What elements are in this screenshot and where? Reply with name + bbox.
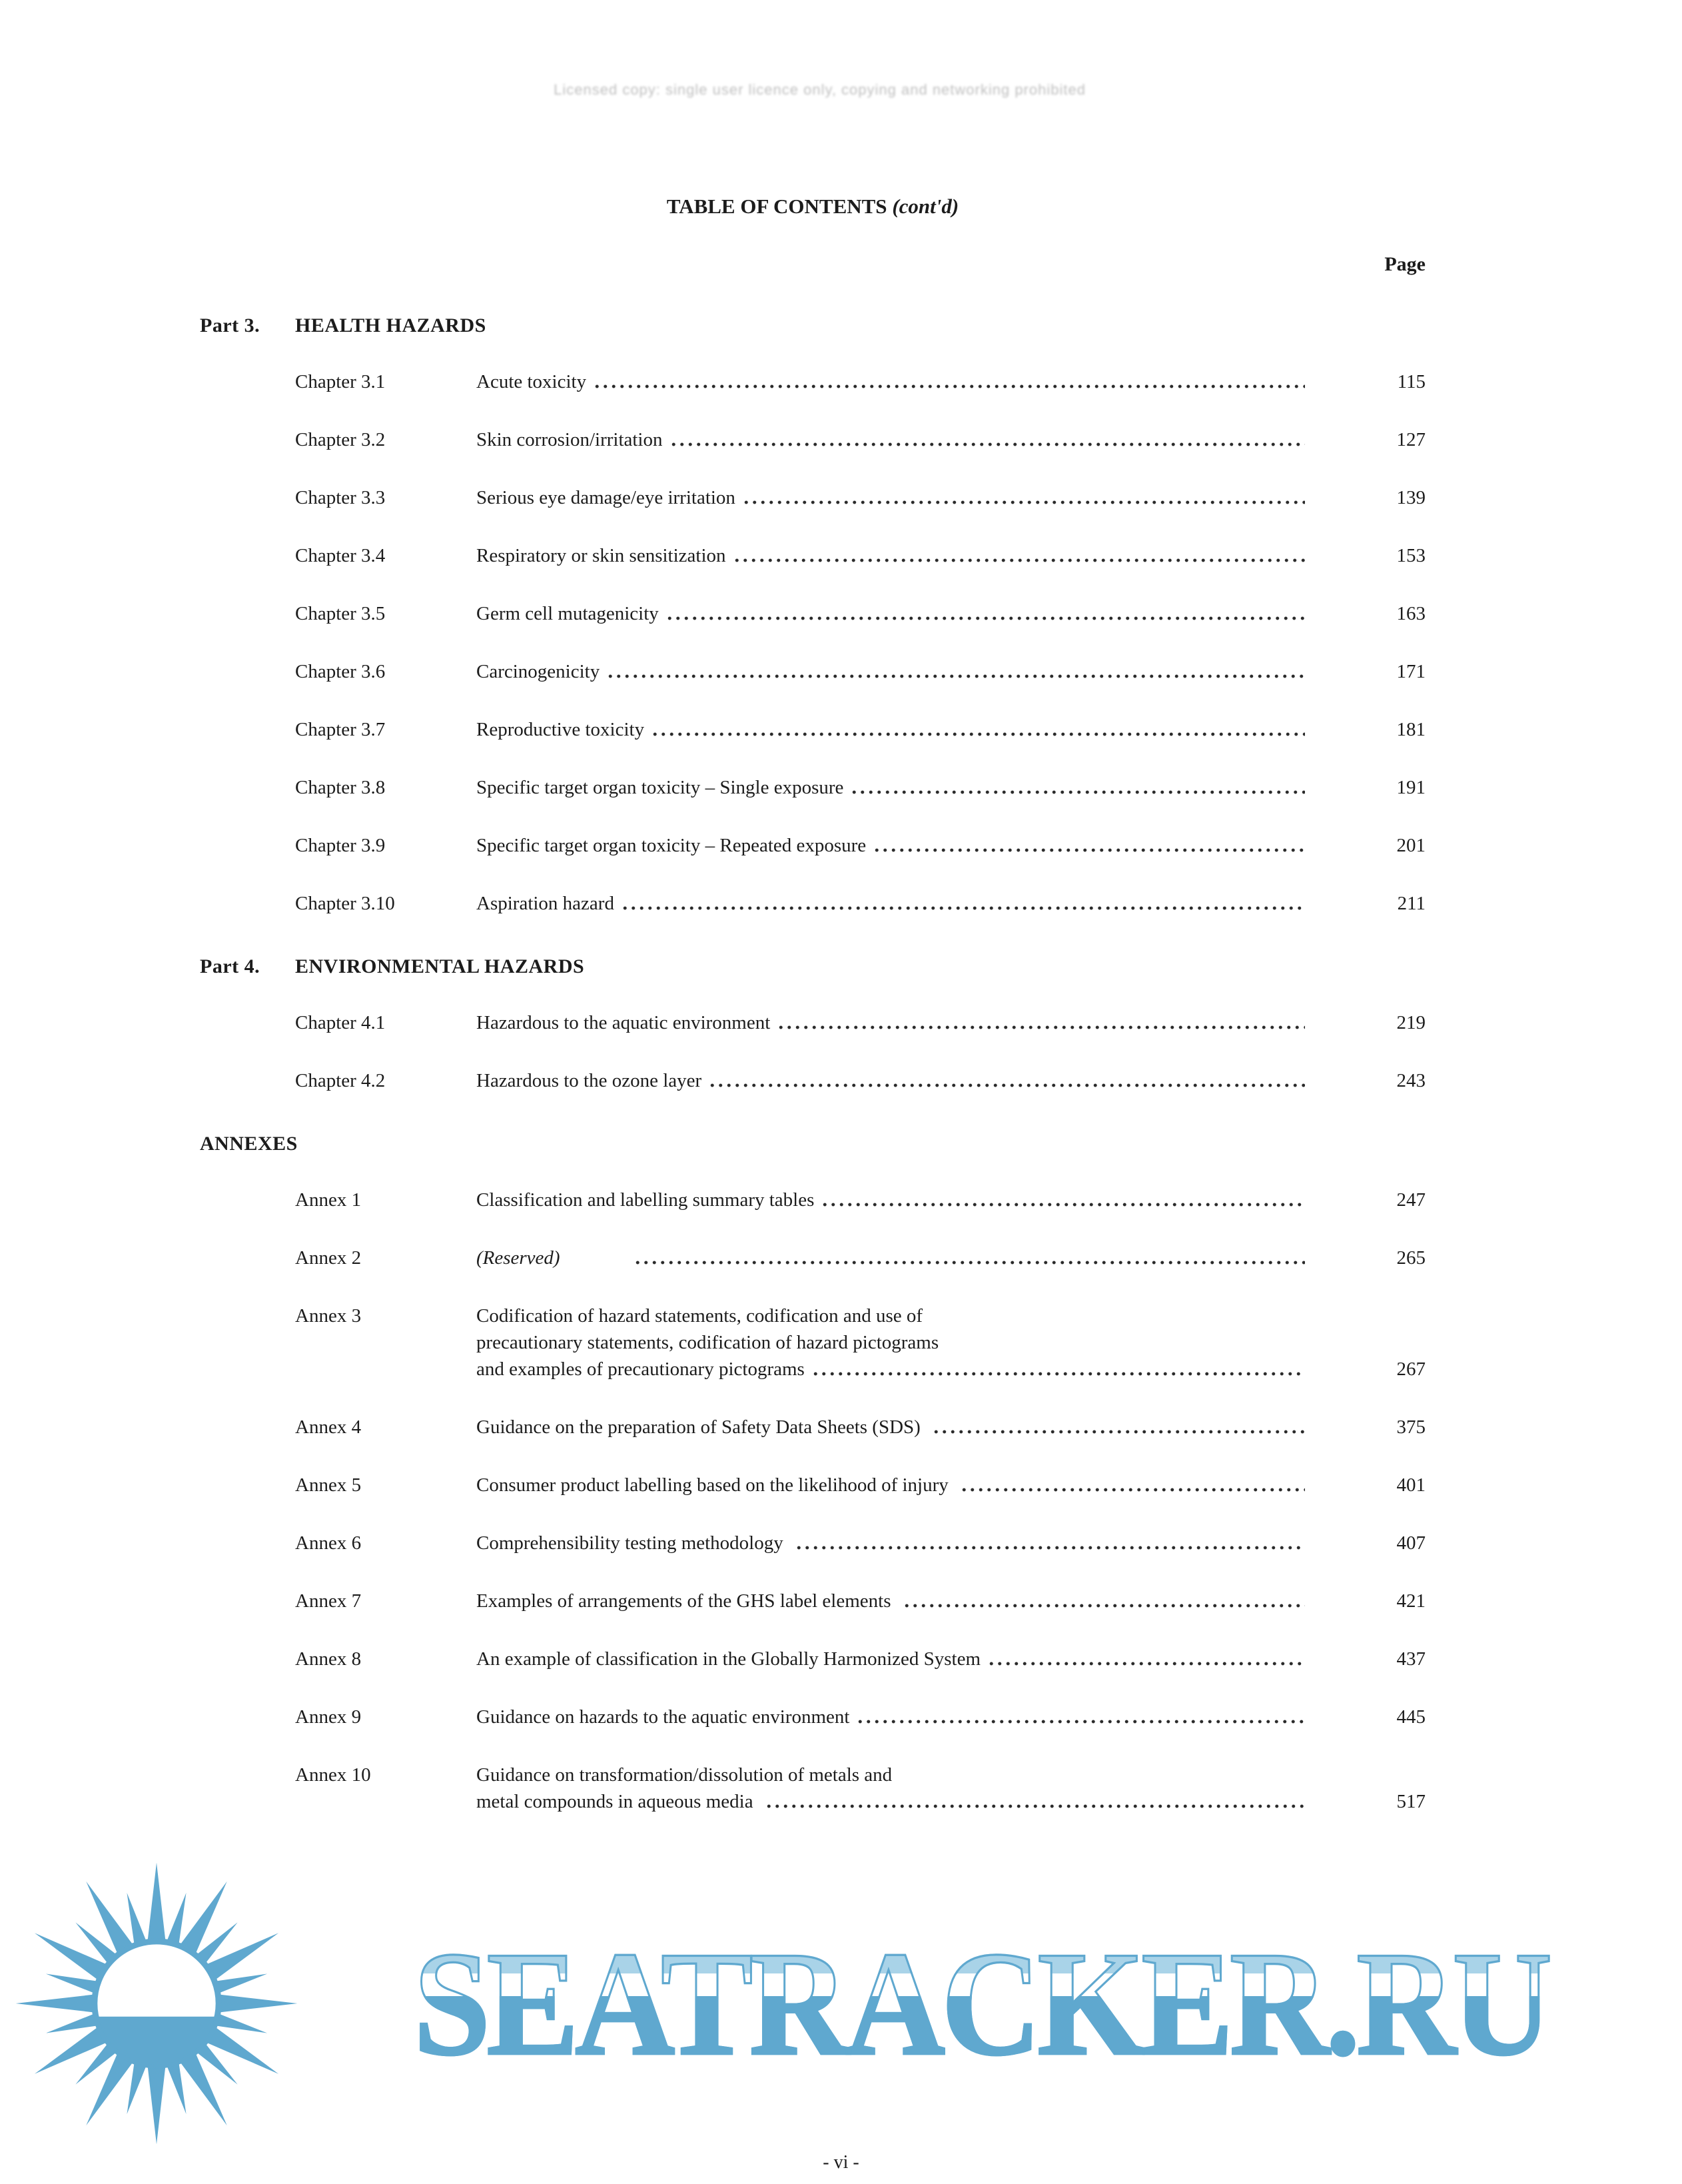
site-watermark <box>13 1860 1669 2147</box>
dot-leader <box>669 440 1306 448</box>
toc-entry <box>200 1530 1426 1556</box>
toc-entry-page: 517 <box>1396 1791 1426 1812</box>
toc-entry <box>200 426 1426 453</box>
toc-entry-body <box>476 368 1309 395</box>
toc-entry-title: Guidance on hazards to the aquatic environment <box>476 1706 850 1728</box>
toc-entry-body <box>476 716 1309 743</box>
dot-leader <box>873 846 1305 854</box>
dot-leader <box>606 672 1305 680</box>
toc-entry-label: Chapter 3.5 <box>295 603 386 624</box>
section-heading-text: HEALTH HAZARDS <box>295 314 486 336</box>
toc-page-content <box>200 0 1426 1815</box>
toc-entry-title: Hazardous to the ozone layer <box>476 1070 702 1091</box>
toc-entry-body <box>476 1472 1309 1498</box>
dot-leader <box>633 1259 1305 1267</box>
toc-entry-body <box>476 1530 1309 1556</box>
toc-entry-label: Annex 8 <box>295 1648 362 1670</box>
toc-entry-page: 445 <box>1396 1706 1426 1728</box>
toc-entry-title: and examples of precautionary pictograms <box>476 1359 805 1380</box>
toc-entry-page: 265 <box>1396 1247 1426 1269</box>
toc-entry-page: 181 <box>1396 719 1426 740</box>
toc-entry <box>200 1187 1426 1213</box>
page-title-suffix: (cont'd) <box>892 195 959 218</box>
dot-leader <box>651 730 1305 738</box>
toc-entry-title: Hazardous to the aquatic environment <box>476 1012 771 1033</box>
dot-leader <box>987 1660 1305 1668</box>
toc-entry-label: Chapter 3.4 <box>295 545 386 566</box>
toc-entry-body <box>476 890 1309 917</box>
toc-entry-page: 153 <box>1396 545 1426 566</box>
toc-entry-title: Respiratory or skin sensitization <box>476 545 726 566</box>
toc-entry-title: (Reserved) <box>476 1247 560 1269</box>
toc-entry-label: Annex 6 <box>295 1532 362 1554</box>
toc-entry-body <box>476 1009 1309 1036</box>
toc-entry-label: Annex 4 <box>295 1416 362 1438</box>
toc-entry <box>200 1472 1426 1498</box>
toc-entry-page: 201 <box>1396 835 1426 856</box>
dot-leader <box>708 1081 1305 1089</box>
toc-entry-title: Comprehensibility testing methodology <box>476 1532 788 1554</box>
toc-entry-page: 375 <box>1396 1416 1426 1438</box>
section-heading-prefix: Part 4. <box>200 955 260 977</box>
toc-entry-title: Acute toxicity <box>476 371 587 392</box>
toc-entry-page: 407 <box>1396 1532 1426 1554</box>
toc-entry-page: 219 <box>1396 1012 1426 1033</box>
toc-entry-title: An example of classification in the Globally Harmonized System <box>476 1648 981 1670</box>
toc-entry-label: Chapter 3.3 <box>295 487 386 508</box>
dot-leader <box>621 904 1305 912</box>
dot-leader <box>742 498 1305 506</box>
page-title <box>200 195 1426 219</box>
toc-entry <box>200 1588 1426 1614</box>
toc-entry-title: Guidance on transformation/dissolution of metals and <box>476 1764 893 1786</box>
dot-leader <box>665 614 1305 622</box>
page-column-header: Page <box>1384 253 1426 275</box>
toc-entry-title: precautionary statements, codification of hazard pictograms <box>476 1332 939 1353</box>
toc-entry-label: Chapter 4.2 <box>295 1070 386 1091</box>
dot-leader <box>765 1802 1305 1810</box>
toc-entry <box>200 890 1426 917</box>
toc-entry-page: 243 <box>1396 1070 1426 1091</box>
toc-entry-page: 191 <box>1396 777 1426 798</box>
toc-entry-body <box>476 600 1309 627</box>
toc-entry <box>200 1646 1426 1672</box>
toc-entry <box>200 1414 1426 1440</box>
toc-entry <box>200 542 1426 569</box>
toc-entry-page: 171 <box>1396 661 1426 682</box>
dot-leader <box>733 556 1305 564</box>
section-heading-prefix: Part 3. <box>200 314 260 336</box>
section-heading-part3 <box>200 314 1426 337</box>
toc-entry <box>200 484 1426 511</box>
dot-leader <box>932 1428 1305 1436</box>
toc-entry-title: Germ cell mutagenicity <box>476 603 659 624</box>
toc-entry <box>200 1009 1426 1036</box>
toc-entry-title: Examples of arrangements of the GHS label elements <box>476 1590 896 1612</box>
toc-entry-body <box>476 1067 1309 1094</box>
toc-entry-body <box>476 1704 1309 1730</box>
toc-entry-label: Annex 1 <box>295 1189 362 1211</box>
dot-leader <box>960 1486 1305 1494</box>
toc-entry-body <box>476 832 1309 859</box>
toc-entry-body <box>476 484 1309 511</box>
toc-entry-label: Chapter 3.8 <box>295 777 386 798</box>
page-title-main: TABLE OF CONTENTS <box>666 195 893 218</box>
dot-leader <box>777 1023 1305 1031</box>
toc-entry-body <box>476 1245 1309 1271</box>
toc-entry-label: Chapter 3.7 <box>295 719 386 740</box>
toc-entry <box>200 774 1426 801</box>
toc-entry-page: 247 <box>1396 1189 1426 1211</box>
toc-entry-label: Chapter 3.10 <box>295 893 395 914</box>
toc-entry-body <box>476 1762 1309 1815</box>
toc-entry-body <box>476 426 1309 453</box>
toc-entry-page: 211 <box>1397 893 1426 914</box>
toc-entry-label: Chapter 3.2 <box>295 429 386 450</box>
dot-leader <box>821 1201 1305 1209</box>
toc-entry-title: Aspiration hazard <box>476 893 614 914</box>
section-heading-annexes <box>200 1133 1426 1155</box>
toc-entry-label: Chapter 3.1 <box>295 371 386 392</box>
toc-entry-title: Serious eye damage/eye irritation <box>476 487 735 508</box>
toc-entry-page: 139 <box>1396 487 1426 508</box>
toc-entry-page: 267 <box>1396 1359 1426 1380</box>
dot-leader <box>850 788 1305 796</box>
toc-entry <box>200 1245 1426 1271</box>
section-heading-part4 <box>200 955 1426 978</box>
dot-leader <box>811 1370 1305 1378</box>
toc-entry-page: 163 <box>1396 603 1426 624</box>
toc-entry <box>200 832 1426 859</box>
toc-entry-page: 401 <box>1396 1474 1426 1496</box>
toc-entry-page: 421 <box>1396 1590 1426 1612</box>
toc-entry-body <box>476 1187 1309 1213</box>
toc-entry-label: Chapter 3.6 <box>295 661 386 682</box>
toc-entry <box>200 1704 1426 1730</box>
section-heading-text: ANNEXES <box>200 1133 298 1155</box>
toc-entry-title: Specific target organ toxicity – Repeated exposure <box>476 835 867 856</box>
dot-leader <box>856 1718 1305 1726</box>
page-number-footer: - vi - <box>823 2152 859 2173</box>
toc-entry-body <box>476 1588 1309 1614</box>
toc-entry-page: 437 <box>1396 1648 1426 1670</box>
toc-entry <box>200 1303 1426 1382</box>
toc-entry-title: metal compounds in aqueous media <box>476 1791 758 1812</box>
toc-entry-title: Specific target organ toxicity – Single exposure <box>476 777 844 798</box>
toc-entry-label: Annex 9 <box>295 1706 362 1728</box>
toc-entry-title: Skin corrosion/irritation <box>476 429 663 450</box>
toc-entry <box>200 716 1426 743</box>
toc-entry-body <box>476 542 1309 569</box>
toc-entry-label: Annex 3 <box>295 1305 362 1327</box>
toc-entry-label: Annex 2 <box>295 1247 362 1269</box>
toc-entry-title: Classification and labelling summary tables <box>476 1189 815 1211</box>
sun-burst-icon <box>13 1860 300 2147</box>
toc-entry-label: Annex 5 <box>295 1474 362 1496</box>
dot-leader <box>795 1544 1305 1552</box>
toc-entry-label: Chapter 3.9 <box>295 835 386 856</box>
dot-leader <box>593 382 1305 390</box>
toc-entry-title: Guidance on the preparation of Safety Data Sheets (SDS) <box>476 1416 926 1438</box>
illegible-licence-stamp: Licensed copy: single user licence only, copying and networking prohibited <box>554 81 1086 98</box>
toc-entry-title: Reproductive toxicity <box>476 719 645 740</box>
toc-entry-body <box>476 1303 1309 1382</box>
toc-entry-page: 115 <box>1397 371 1426 392</box>
dot-leader <box>903 1602 1305 1610</box>
toc-entry-label: Annex 7 <box>295 1590 362 1612</box>
toc-entry-title: Carcinogenicity <box>476 661 600 682</box>
toc-entry <box>200 1067 1426 1094</box>
toc-entry <box>200 600 1426 627</box>
toc-entry <box>200 1762 1426 1815</box>
toc-entry <box>200 368 1426 395</box>
toc-entry-body <box>476 774 1309 801</box>
toc-entry-body <box>476 1414 1309 1440</box>
toc-entry-title: Consumer product labelling based on the likelihood of injury <box>476 1474 954 1496</box>
toc-entry-title: Codification of hazard statements, codification and use of <box>476 1305 923 1327</box>
toc-entry-page: 127 <box>1396 429 1426 450</box>
toc-entry <box>200 658 1426 685</box>
toc-entry-label: Annex 10 <box>295 1764 371 1786</box>
section-heading-text: ENVIRONMENTAL HAZARDS <box>295 955 585 977</box>
toc-entry-body <box>476 658 1309 685</box>
toc-entry-body <box>476 1646 1309 1672</box>
watermark-text: SEATRACKER.RU <box>293 1929 1669 2079</box>
toc-entry-label: Chapter 4.1 <box>295 1012 386 1033</box>
